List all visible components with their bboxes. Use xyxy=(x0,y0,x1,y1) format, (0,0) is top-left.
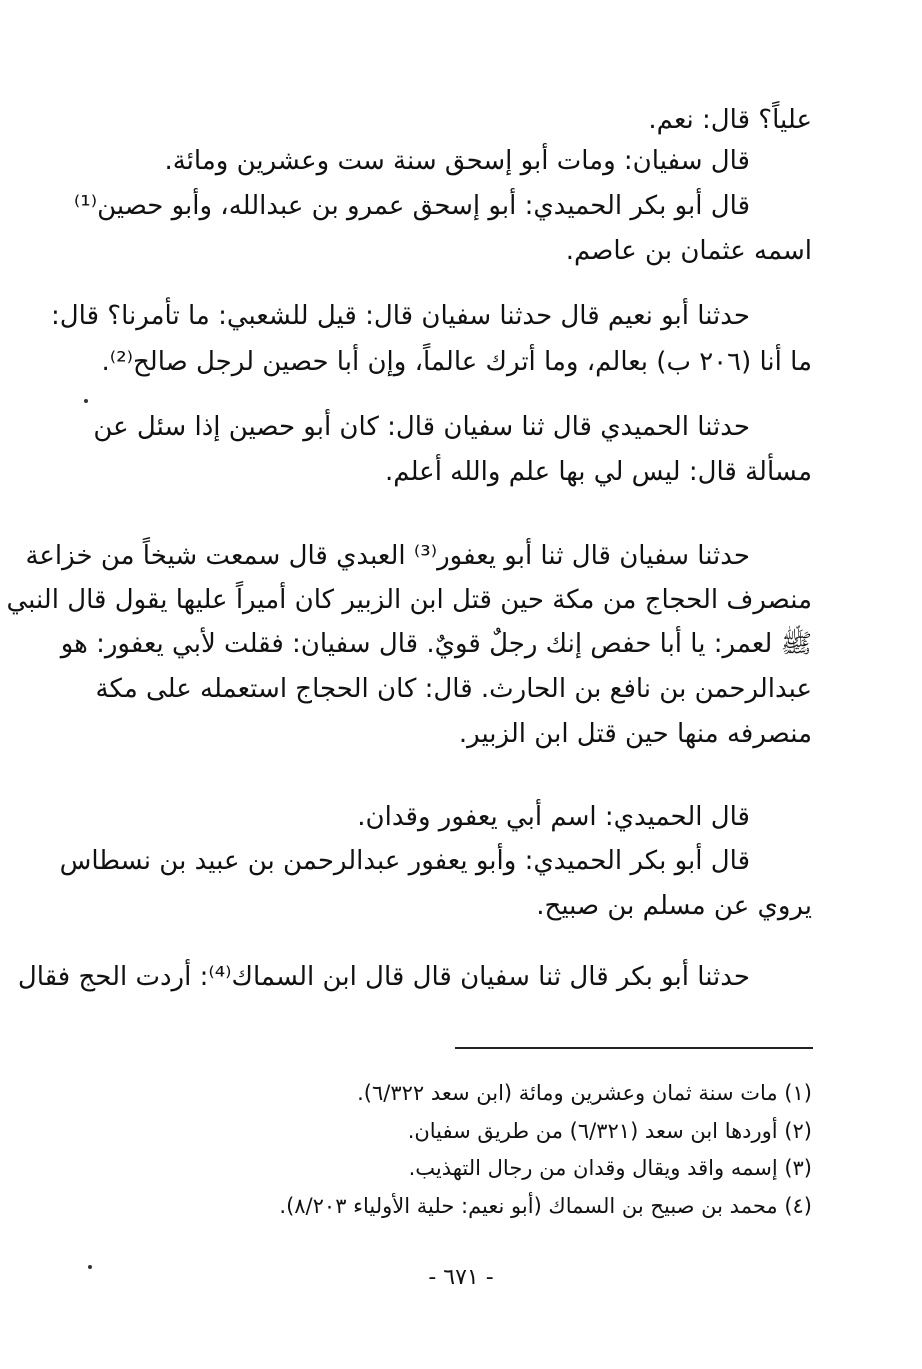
footnote: (٢) أوردها ابن سعد (٦/٣٢١) من طريق سفيان. xyxy=(407,1119,812,1143)
text-line: حدثنا سفيان قال ثنا أبو يعفور⁽³⁾ العبدي قال سمعت شيخاً من خزاعة xyxy=(25,541,750,571)
text-line: حدثنا الحميدي قال ثنا سفيان قال: كان أبو حصين إذا سئل عن xyxy=(93,412,750,442)
text-line: حدثنا أبو نعيم قال حدثنا سفيان قال: قيل للشعبي: ما تأمرنا؟ قال: xyxy=(51,301,750,331)
text-line: قال أبو بكر الحميدي: وأبو يعفور عبدالرحمن بن عبيد بن نسطاس xyxy=(59,846,750,876)
page-number: - ٦٧١ - xyxy=(428,1265,494,1290)
text-line: ما أنا (٢٠٦ ب) بعالم، وما أترك عالماً، وإن أبا حصين لرجل صالح⁽²⁾. xyxy=(101,347,812,377)
text-line: منصرف الحجاج من مكة حين قتل ابن الزبير كان أميراً عليها يقول قال النبي xyxy=(6,585,812,615)
text-line: قال الحميدي: اسم أبي يعفور وقدان. xyxy=(357,802,750,832)
text-line: اسمه عثمان بن عاصم. xyxy=(565,236,812,266)
footnote-separator xyxy=(455,1047,813,1049)
speck xyxy=(88,1265,92,1269)
text-line: قال سفيان: ومات أبو إسحق سنة ست وعشرين ومائة. xyxy=(164,146,750,176)
text-line: علياً؟ قال: نعم. xyxy=(648,105,812,135)
text-line: يروي عن مسلم بن صبيح. xyxy=(536,891,812,921)
text-line: ﷺ لعمر: يا أبا حفص إنك رجلٌ قويٌ. قال سفيان: فقلت لأبي يعفور: هو xyxy=(60,629,812,659)
text-line: عبدالرحمن بن نافع بن الحارث. قال: كان الحجاج استعمله على مكة xyxy=(95,674,812,704)
text-line: حدثنا أبو بكر قال ثنا سفيان قال قال ابن السماك⁽⁴⁾: أردت الحج فقال xyxy=(17,962,750,992)
text-line: قال أبو بكر الحميدي: أبو إسحق عمرو بن عبدالله، وأبو حصين⁽¹⁾ xyxy=(73,191,750,221)
text-line: مسألة قال: ليس لي بها علم والله أعلم. xyxy=(385,457,812,487)
text-line: منصرفه منها حين قتل ابن الزبير. xyxy=(458,719,812,749)
speck xyxy=(84,399,88,403)
footnote: (٤) محمد بن صبيح بن السماك (أبو نعيم: حلية الأولياء ٨/٢٠٣). xyxy=(279,1194,812,1218)
footnote: (٣) إسمه واقد ويقال وقدان من رجال التهذيب. xyxy=(408,1156,812,1180)
footnote: (١) مات سنة ثمان وعشرين ومائة (ابن سعد ٦/٣٢٢). xyxy=(357,1081,812,1105)
